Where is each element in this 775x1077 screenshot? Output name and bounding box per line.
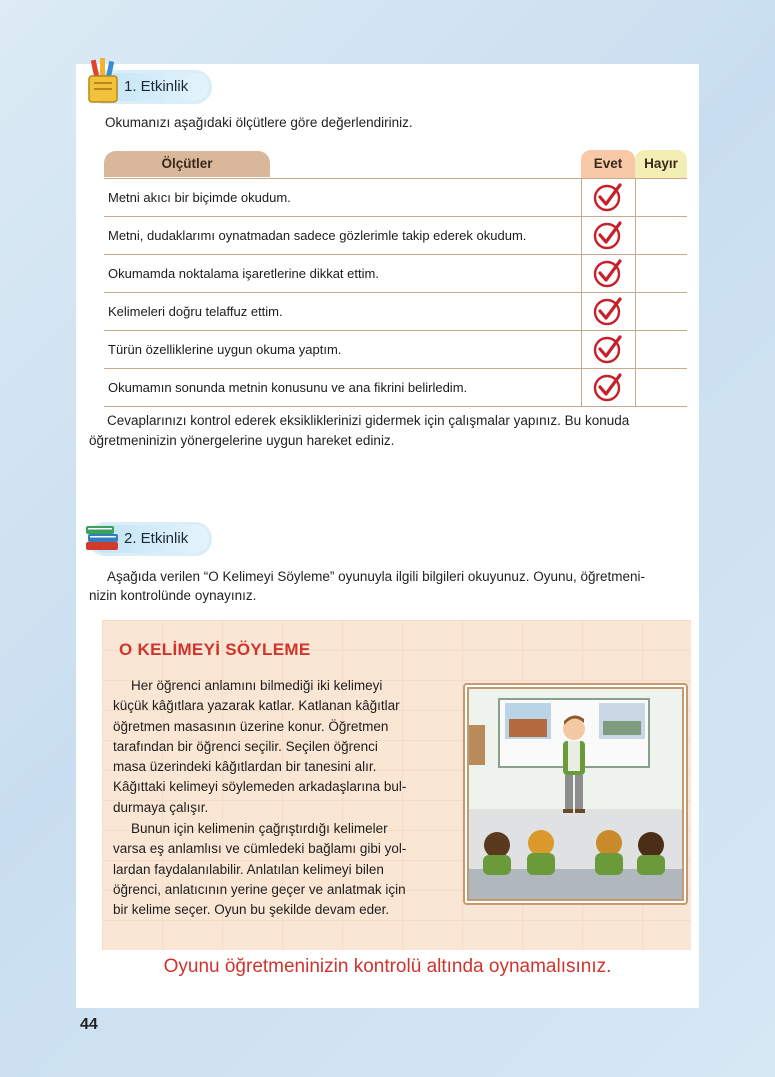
pencil-cup-icon [84, 58, 122, 104]
yes-cell[interactable] [581, 292, 635, 330]
check-circle-icon [592, 219, 624, 251]
check-circle-icon [592, 295, 624, 327]
game-text-line: küçük kâğıtlara yazarak katlar. Katlanan kâğıtlar [113, 698, 400, 714]
yes-cell[interactable] [581, 368, 635, 406]
activity1-title: 1. Etkinlik [124, 78, 189, 95]
table-row [104, 216, 687, 254]
criteria-header: Ölçütler [104, 150, 581, 178]
game-text-line: öğrenci, anlatıcının yerine geçer ve anlatmak için [113, 881, 406, 897]
check-circle-icon [592, 257, 624, 289]
activity1-note-line2: öğretmeninizin yönergelerine uygun hareket ediniz. [89, 433, 395, 448]
table-row [104, 292, 687, 330]
books-icon [84, 522, 122, 552]
game-text-line: lardan faydalanılabilir. Anlatılan kelimeyi bilen [113, 861, 384, 877]
activity2-instruction-line2: nizin kontrolünde oynayınız. [89, 588, 257, 603]
game-title: O KELİMEYİ SÖYLEME [119, 640, 311, 659]
table-row [104, 330, 687, 368]
no-header: Hayır [635, 150, 687, 178]
criterion-cell: Okumamın sonunda metnin konusunu ve ana fikrini belirledim. [104, 368, 581, 406]
classroom-scene [469, 689, 682, 899]
evaluation-table [104, 150, 687, 407]
page-number: 44 [80, 1016, 98, 1033]
no-cell[interactable] [635, 368, 687, 406]
criterion-cell: Metni, dudaklarımı oynatmadan sadece gözlerimle takip ederek okudum. [104, 216, 581, 254]
classroom-illustration [463, 683, 688, 905]
game-text-line: Bunun için kelimenin çağrıştırdığı kelimeler [131, 821, 388, 836]
game-text-line: bir kelime seçer. Oyun bu şekilde devam eder. [113, 902, 390, 918]
no-cell[interactable] [635, 292, 687, 330]
activity1-note-line1: Cevaplarınızı kontrol ederek eksikliklerinizi gidermek için çalışmalar yapınız. Bu konuda [107, 413, 630, 428]
no-cell[interactable] [635, 178, 687, 216]
game-text-line: tarafından bir öğrenci seçilir. Seçilen öğrenci [113, 738, 378, 754]
yes-cell[interactable] [581, 254, 635, 292]
table-row [104, 178, 687, 216]
check-circle-icon [592, 371, 624, 403]
criterion-cell: Türün özelliklerine uygun okuma yaptım. [104, 330, 581, 368]
game-text-line: Her öğrenci anlamını bilmediği iki kelimeyi [131, 678, 383, 693]
yes-cell[interactable] [581, 178, 635, 216]
yes-cell[interactable] [581, 216, 635, 254]
game-text-line: Kâğıttaki kelimeyi söylemeden arkadaşlarına bul- [113, 779, 407, 795]
no-cell[interactable] [635, 254, 687, 292]
check-circle-icon [592, 333, 624, 365]
no-cell[interactable] [635, 216, 687, 254]
table-row [104, 254, 687, 292]
activity2-title: 2. Etkinlik [124, 530, 189, 547]
no-cell[interactable] [635, 330, 687, 368]
yes-header: Evet [581, 150, 635, 178]
activity2-instruction-line1: Aşağıda verilen “O Kelimeyi Söyleme” oyunuyla ilgili bilgileri okuyunuz. Oyunu, öğretmeni- [107, 569, 645, 584]
game-paragraph-1 [113, 676, 433, 818]
criterion-cell: Okumamda noktalama işaretlerine dikkat ettim. [104, 254, 581, 292]
supervision-warning: Oyunu öğretmeninizin kontrolü altında oynamalısınız. [163, 956, 612, 977]
game-text-line: durmaya çalışır. [113, 799, 209, 815]
criterion-cell: Metni akıcı bir biçimde okudum. [104, 178, 581, 216]
game-text-line: öğretmen masasının üzerine konur. Öğretmen [113, 718, 389, 734]
criterion-cell: Kelimeleri doğru telaffuz ettim. [104, 292, 581, 330]
yes-cell[interactable] [581, 330, 635, 368]
game-text-line: varsa eş anlamlısı ve cümledeki bağlamı gibi yol- [113, 841, 407, 857]
check-circle-icon [592, 181, 624, 213]
activity1-instruction: Okumanızı aşağıdaki ölçütlere göre değerlendiriniz. [105, 115, 413, 130]
table-row [104, 368, 687, 406]
game-text-line: masa üzerindeki kâğıtlardan bir tanesini alır. [113, 759, 377, 775]
game-paragraph-2 [113, 819, 433, 920]
